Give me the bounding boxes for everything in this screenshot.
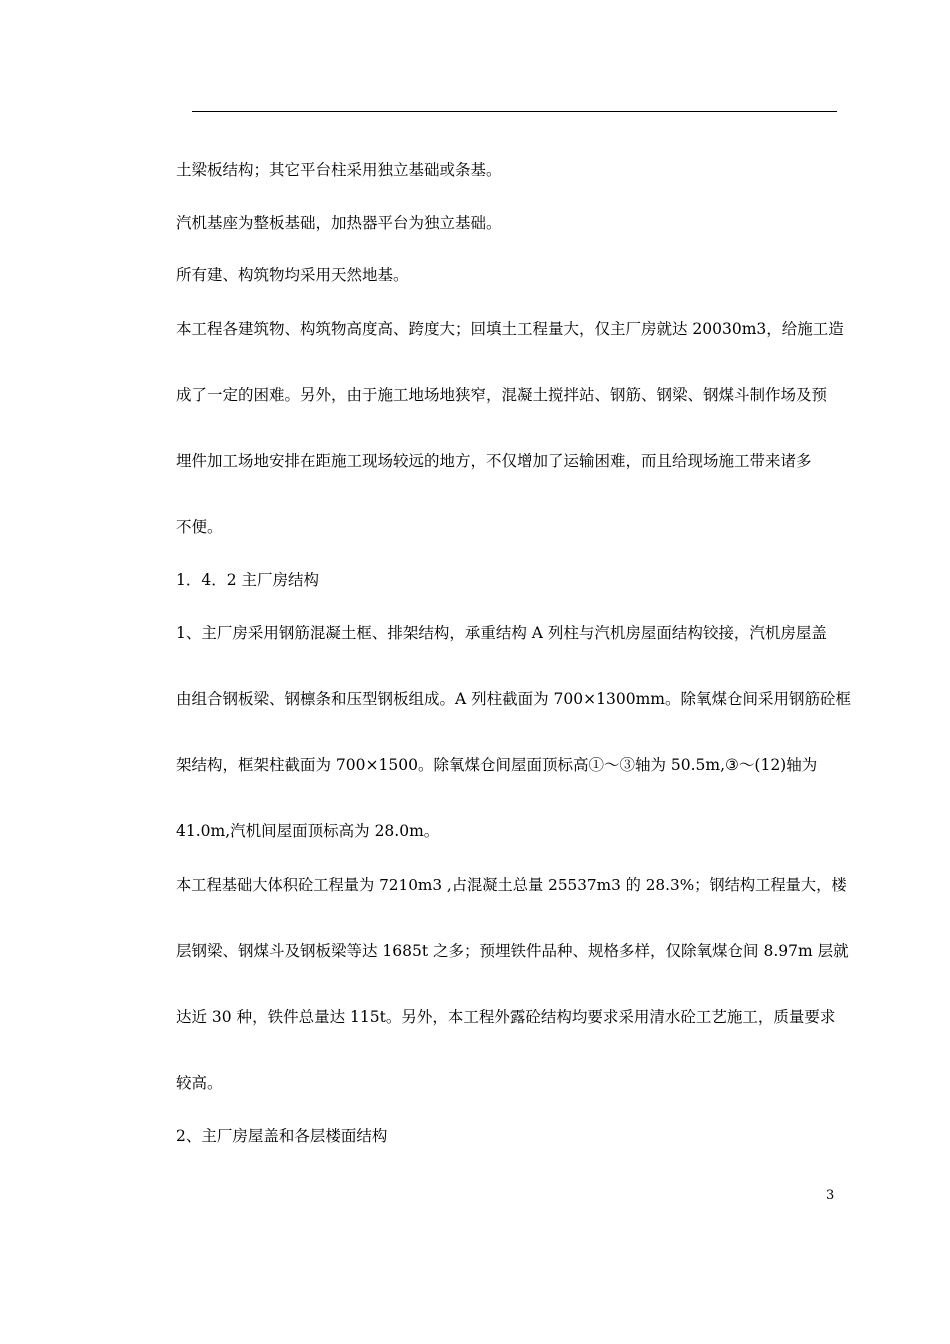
text-line-5: 成了一定的困难。另外，由于施工地场地狭窄，混凝土搅拌站、钢筋、钢梁、钢煤斗制作场及预 xyxy=(176,386,828,404)
text-line-12: 41.0m,汽机间屋面顶标高为 28.0m。 xyxy=(176,822,440,840)
text-line-13: 本工程基础大体积砼工程量为 7210m3 ,占混凝土总量 25537m3 的 28.3%；钢结构工程量大，楼 xyxy=(176,876,847,894)
text-line-11: 架结构，框架柱截面为 700×1500。除氧煤仓间屋面顶标高①～③轴为 50.5m,③～(12)轴为 xyxy=(176,756,818,774)
text-line-16: 较高。 xyxy=(176,1074,223,1092)
text-line-10: 由组合钢板梁、钢檩条和压型钢板组成。A 列柱截面为 700×1300mm。除氧煤仓间采用钢筋砼框 xyxy=(176,690,851,708)
page-number: 3 xyxy=(826,1188,835,1203)
text-line-6: 埋件加工场地安排在距施工现场较远的地方，不仅增加了运输困难，而且给现场施工带来诸多 xyxy=(176,452,812,470)
text-line-4: 本工程各建筑物、构筑物高度高、跨度大；回填土工程量大，仅主厂房就达 20030m3，给施工造 xyxy=(176,320,844,338)
text-line-2: 汽机基座为整板基础，加热器平台为独立基础。 xyxy=(176,214,502,232)
text-line-9: 1、主厂房采用钢筋混凝土框、排架结构，承重结构 A 列柱与汽机房屋面结构铰接，汽机房屋盖 xyxy=(176,624,827,642)
header-rule xyxy=(192,111,837,112)
text-line-15: 达近 30 种，铁件总量达 115t。另外，本工程外露砼结构均要求采用清水砼工艺施工，质量要求 xyxy=(176,1008,836,1026)
section-heading: 1．4．2 主厂房结构 xyxy=(176,571,320,589)
text-line-1: 土梁板结构；其它平台柱采用独立基础或条基。 xyxy=(176,161,502,179)
subsection-heading: 2、主厂房屋盖和各层楼面结构 xyxy=(176,1127,388,1145)
text-line-14: 层钢梁、钢煤斗及钢板梁等达 1685t 之多；预埋铁件品种、规格多样，仅除氧煤仓间 8.97m 层就 xyxy=(176,942,849,960)
text-line-7: 不便。 xyxy=(176,518,223,536)
text-line-3: 所有建、构筑物均采用天然地基。 xyxy=(176,266,409,284)
